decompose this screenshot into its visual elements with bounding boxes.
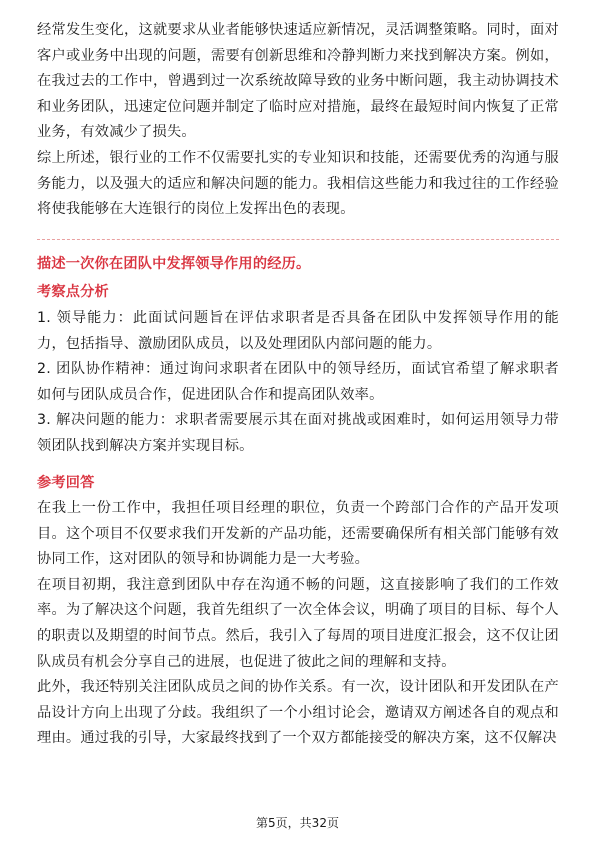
analysis-point-2: 2. 团队协作精神：通过询问求职者在团队中的领导经历，面试官希望了解求职者如何与团队成员合作，促进团队合作和提高团队效率。 (37, 361, 559, 403)
question-title: 描述一次你在团队中发挥领导作用的经历。 (37, 255, 311, 272)
page-content (37, 18, 559, 752)
page-number-label: 第5页，共32页 (256, 816, 339, 830)
analysis-point-3: 3. 解决问题的能力：求职者需要展示其在面对挑战或困难时，如何运用领导力带领团队找到解决方案并实现目标。 (37, 412, 559, 454)
section-divider (37, 239, 559, 240)
page-footer (0, 815, 595, 831)
intro-paragraph-1: 经常发生变化，这就要求从业者能够快速适应新情况，灵活调整策略。同时，面对客户或业务中出现的问题，需要有创新思维和冷静判断力来找到解决方案。例如，在我过去的工作中，曾遇到过一次系统故障导致的业务中断问题，我主动协调技术和业务团队，迅速定位问题并制定了临时应对措施，最终在最短时间内恢复了正常业务，有效减少了损失。 (37, 22, 559, 141)
answer-paragraph-3: 此外，我还特别关注团队成员之间的协作关系。有一次，设计团队和开发团队在产品设计方向上出现了分歧。我组织了一个小组讨论会，邀请双方阐述各自的观点和理由。通过我的引导，大家最终找到了一个双方都能接受的解决方案，这不仅解决 (37, 679, 559, 747)
analysis-heading: 考察点分析 (37, 284, 109, 301)
answer-paragraph-2: 在项目初期，我注意到团队中存在沟通不畅的问题，这直接影响了我们的工作效率。为了解决这个问题，我首先组织了一次全体会议，明确了项目的目标、每个人的职责以及期望的时间节点。然后，我引入了每周的项目进度汇报会，这不仅让团队成员有机会分享自己的进展，也促进了彼此之间的理解和支持。 (37, 576, 559, 670)
answer-paragraph-1: 在我上一份工作中，我担任项目经理的职位，负责一个跨部门合作的产品开发项目。这个项目不仅要求我们开发新的产品功能，还需要确保所有相关部门能够有效协同工作，这对团队的领导和协调能力是一大考验。 (37, 500, 559, 568)
answer-heading: 参考回答 (37, 474, 95, 491)
analysis-point-1: 1. 领导能力：此面试问题旨在评估求职者是否具备在团队中发挥领导作用的能力，包括指导、激励团队成员，以及处理团队内部问题的能力。 (37, 309, 559, 352)
intro-paragraph-2: 综上所述，银行业的工作不仅需要扎实的专业知识和技能，还需要优秀的沟通与服务能力，以及强大的适应和解决问题的能力。我相信这些能力和我过往的工作经验将使我能够在大连银行的岗位上发挥出色的表现。 (37, 149, 559, 218)
